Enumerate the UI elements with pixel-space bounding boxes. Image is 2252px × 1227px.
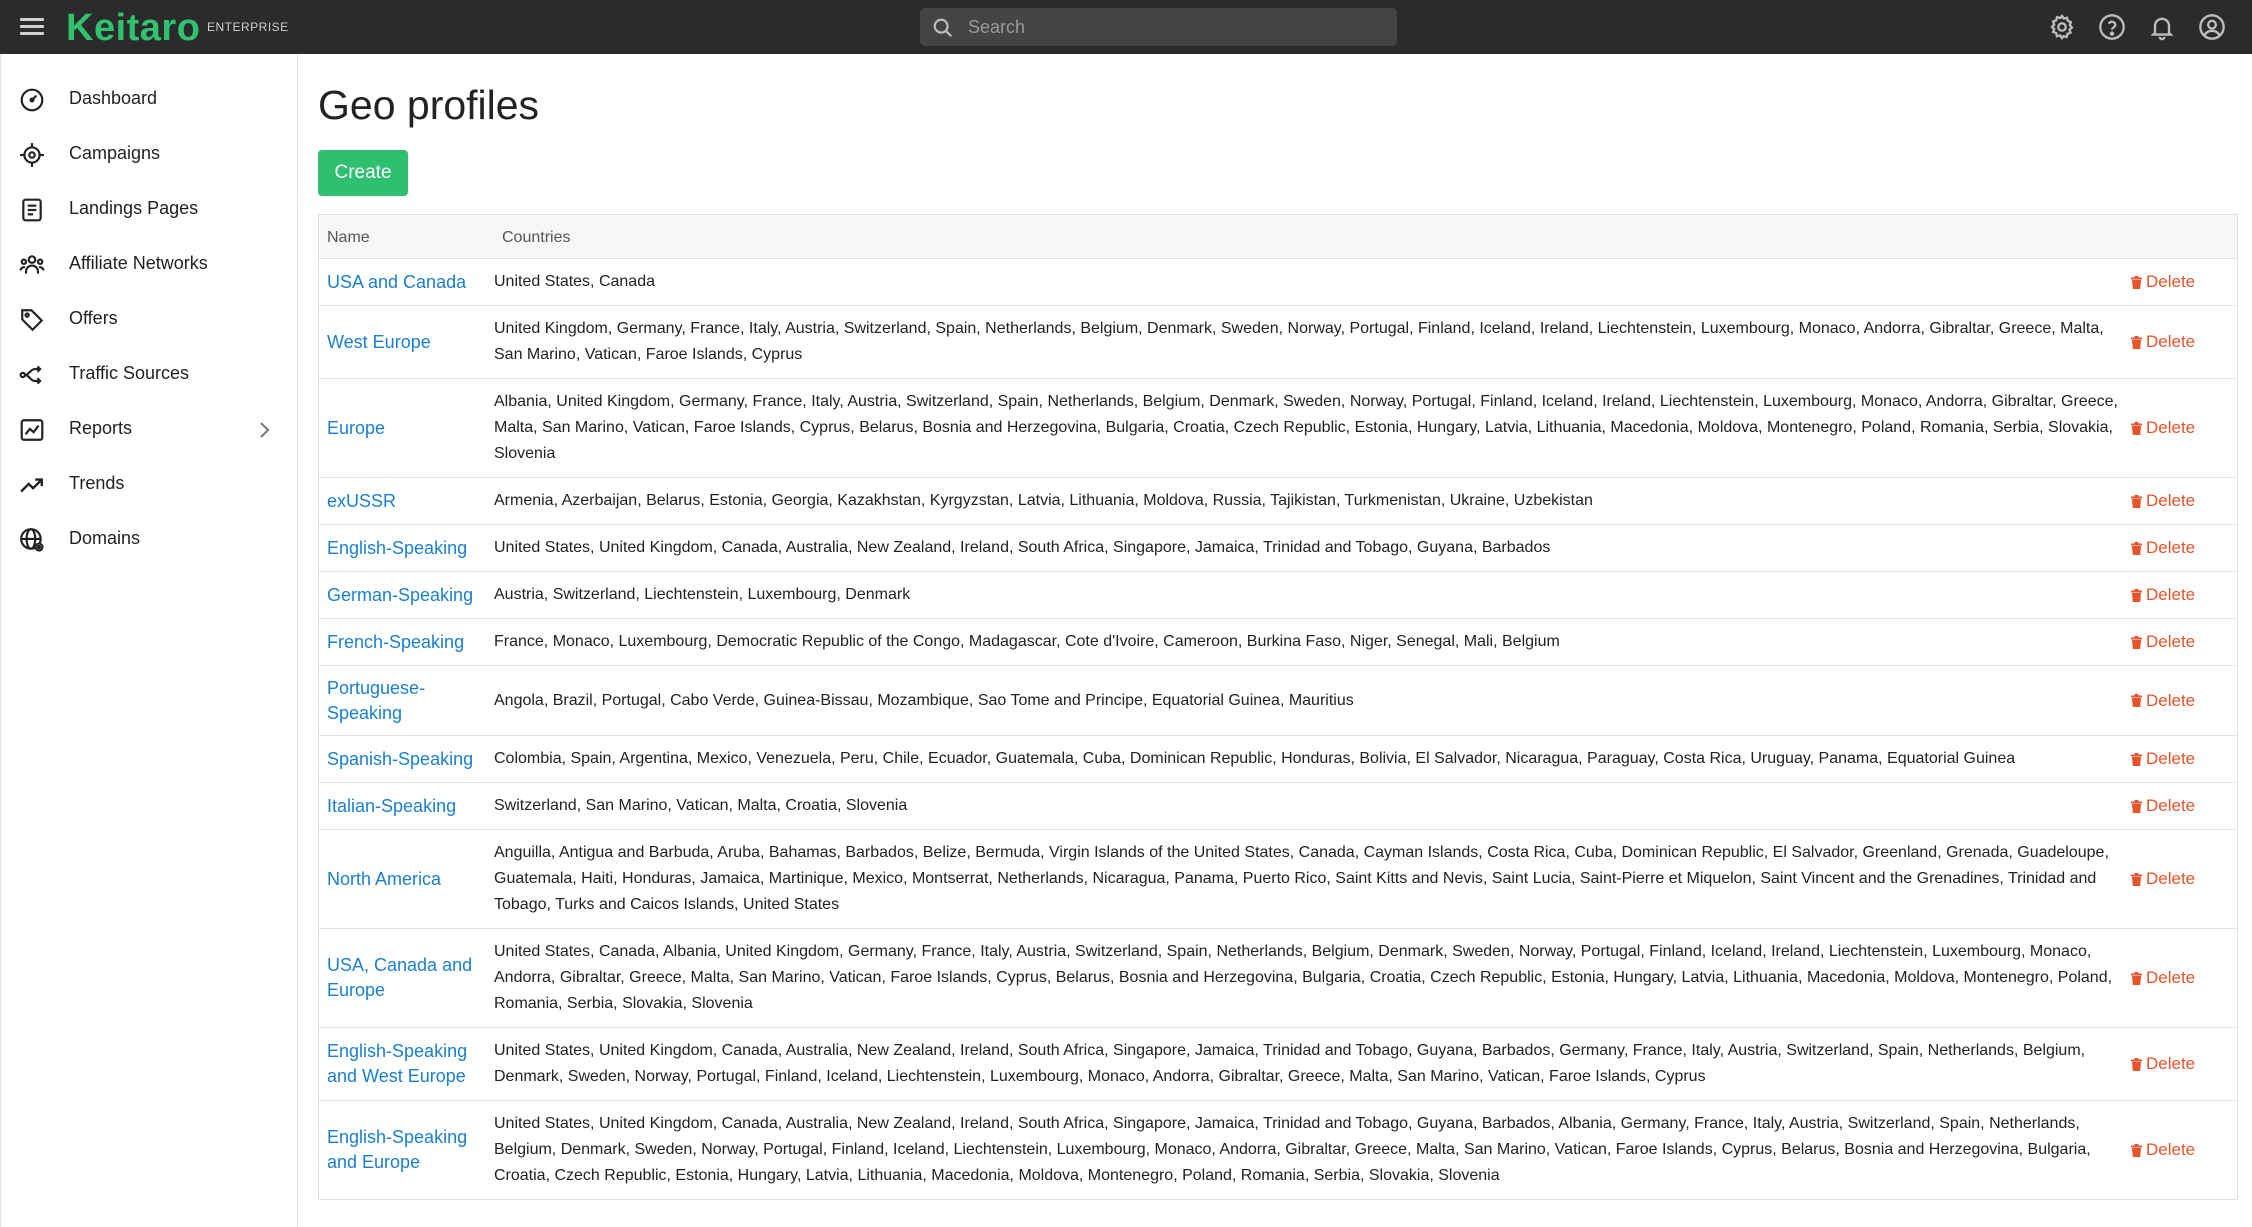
sidebar-item-trends[interactable] — [1, 459, 298, 511]
help-circle-icon[interactable] — [2098, 13, 2126, 41]
sidebar-item-offers[interactable] — [1, 294, 298, 346]
target-icon — [19, 142, 45, 168]
search-icon — [932, 17, 954, 39]
table-row — [319, 783, 2237, 830]
delete-button[interactable] — [2126, 968, 2237, 988]
column-header-countries: Countries — [502, 229, 571, 246]
delete-label: Delete — [2146, 749, 2196, 768]
profile-name-link[interactable]: USA and Canada — [327, 271, 467, 292]
profile-name-link[interactable]: Portuguese-Speaking — [327, 677, 426, 723]
table-row — [319, 830, 2237, 929]
sidebar-item-dashboard[interactable] — [1, 74, 298, 126]
logo[interactable]: Keitaro — [66, 7, 201, 49]
profile-name-link[interactable]: English-Speaking — [327, 537, 468, 558]
delete-button[interactable] — [2126, 1054, 2237, 1074]
trash-icon — [2131, 636, 2142, 649]
delete-label: Delete — [2146, 690, 2196, 710]
gear-icon[interactable] — [2048, 13, 2076, 41]
hamburger-menu-icon[interactable] — [18, 14, 46, 40]
top-bar — [0, 0, 2252, 54]
trash-icon — [2131, 336, 2142, 349]
table-row — [319, 929, 2237, 1028]
countries-cell: Anguilla, Antigua and Barbuda, Aruba, Bahamas, Barbados, Belize, Bermuda, Virgin Islands of the United States, Canada, Cayman Islands, Costa Rica, Cuba, Dominican Republic, El Salvador, Greenland, Grenada, Guadeloupe, Guatemala, Haiti, Honduras, Jamaica, Martinique, Mexico, Montserrat, Netherlands, Nicaragua, Panama, Puerto Rico, Saint Kitts and Nevis, Saint Lucia, Saint-Pierre et Miquelon, Saint Vincent and the Grenadines, Trinidad and Tobago, Turks and Caicos Islands, United States — [494, 844, 2109, 913]
delete-label: Delete — [2146, 1054, 2196, 1073]
countries-cell: Albania, United Kingdom, Germany, France, Italy, Austria, Switzerland, Spain, Netherlands, Belgium, Denmark, Sweden, Norway, Portugal, Finland, Iceland, Ireland, Liechtenstein, Luxembourg, Monaco, Andorra, Gibraltar, Greece, Malta, San Marino, Vatican, Faroe Islands, Cyprus, Belarus, Bosnia and Herzegovina, Bulgaria, Croatia, Czech Republic, Estonia, Hungary, Latvia, Lithuania, Macedonia, Moldova, Montenegro, Poland, Romania, Serbia, Slovakia, Slovenia — [494, 393, 2118, 462]
sidebar-item-label: Affiliate Networks — [69, 253, 208, 273]
table-row — [319, 736, 2237, 783]
table-body — [319, 259, 2237, 1199]
sidebar-item-label: Campaigns — [69, 143, 161, 163]
table-row — [319, 619, 2237, 666]
dashboard-gauge-icon — [19, 87, 45, 113]
sidebar-item-label: Trends — [69, 473, 125, 493]
trash-icon — [2131, 800, 2142, 813]
delete-label: Delete — [2146, 869, 2196, 888]
geo-profiles-table — [318, 214, 2238, 1200]
delete-button[interactable] — [2126, 749, 2237, 769]
sidebar-item-label: Domains — [69, 528, 141, 548]
countries-cell: Switzerland, San Marino, Vatican, Malta, Croatia, Slovenia — [494, 797, 908, 814]
column-header-name[interactable]: Name — [327, 229, 370, 246]
delete-label: Delete — [2146, 538, 2196, 557]
edition-label: ENTERPRISE — [207, 20, 289, 34]
table-row — [319, 1028, 2237, 1101]
delete-button[interactable] — [2126, 691, 2237, 711]
sidebar-item-label: Landings Pages — [69, 198, 199, 218]
chart-icon — [19, 417, 45, 443]
sidebar-item-domains[interactable] — [1, 514, 298, 566]
tag-icon — [19, 307, 45, 333]
bell-icon[interactable] — [2148, 13, 2176, 41]
delete-button[interactable] — [2126, 585, 2237, 605]
sidebar-item-affiliate-networks[interactable] — [1, 239, 298, 291]
user-circle-icon[interactable] — [2198, 13, 2226, 41]
countries-cell: United States, United Kingdom, Canada, Australia, New Zealand, Ireland, South Africa, Singapore, Jamaica, Trinidad and Tobago, Guyana, Barbados, Albania, Germany, France, Italy, Austria, Switzerland, Spain, Netherlands, Belgium, Denmark, Sweden, Norway, Portugal, Finland, Iceland, Liechtenstein, Luxembourg, Monaco, Andorra, Gibraltar, Greece, Malta, San Marino, Vatican, Faroe Islands, Cyprus, Belarus, Bosnia and Herzegovina, Bulgaria, Croatia, Czech Republic, Estonia, Hungary, Latvia, Lithuania, Macedonia, Moldova, Montenegro, Poland, Romania, Serbia, Slovakia, Slovenia — [494, 1115, 2091, 1184]
delete-label: Delete — [2146, 1140, 2196, 1159]
trash-icon — [2131, 495, 2142, 508]
delete-button[interactable] — [2126, 796, 2237, 816]
profile-name-link[interactable]: English-Speaking and Europe — [327, 1127, 468, 1172]
profile-name-link[interactable]: West Europe — [327, 331, 431, 352]
delete-button[interactable] — [2126, 418, 2237, 438]
delete-button[interactable] — [2126, 869, 2237, 889]
delete-button[interactable] — [2126, 1140, 2237, 1160]
trash-icon — [2131, 589, 2142, 602]
delete-button[interactable] — [2126, 632, 2237, 652]
countries-cell: United Kingdom, Germany, France, Italy, Austria, Switzerland, Spain, Netherlands, Belgium, Denmark, Sweden, Norway, Portugal, Finland, Iceland, Ireland, Liechtenstein, Luxembourg, Monaco, Andorra, Gibraltar, Greece, Malta, San Marino, Vatican, Faroe Islands, Cyprus — [494, 320, 2104, 363]
sidebar-item-campaigns[interactable] — [1, 129, 298, 181]
table-row — [319, 1101, 2237, 1199]
delete-button[interactable] — [2126, 332, 2237, 352]
profile-name-link[interactable]: Spanish-Speaking — [327, 748, 474, 769]
profile-name-link[interactable]: Europe — [327, 417, 386, 438]
trash-icon — [2131, 276, 2142, 289]
countries-cell: United States, United Kingdom, Canada, Australia, New Zealand, Ireland, South Africa, Singapore, Jamaica, Trinidad and Tobago, Guyana, Barbados, Germany, France, Italy, Austria, Switzerland, Spain, Netherlands, Belgium, Denmark, Sweden, Norway, Portugal, Finland, Iceland, Liechtenstein, Luxembourg, Monaco, Andorra, Gibraltar, Greece, Malta, San Marino, Vatican, Faroe Islands, Cyprus — [494, 1042, 2086, 1085]
delete-label: Delete — [2146, 491, 2196, 510]
delete-label: Delete — [2146, 796, 2196, 815]
sidebar-item-reports[interactable] — [1, 404, 298, 456]
countries-cell: Austria, Switzerland, Liechtenstein, Luxembourg, Denmark — [494, 586, 911, 603]
table-row — [319, 306, 2237, 379]
sidebar-item-label: Reports — [69, 418, 133, 438]
table-row — [319, 525, 2237, 572]
split-arrow-icon — [19, 362, 45, 388]
create-button[interactable]: Create — [318, 150, 408, 196]
table-row — [319, 379, 2237, 478]
delete-label: Delete — [2146, 272, 2196, 291]
countries-cell: United States, Canada — [494, 273, 655, 290]
profile-name-link[interactable]: North America — [327, 868, 442, 889]
profile-name-link[interactable]: Italian-Speaking — [327, 795, 457, 816]
document-icon — [19, 197, 45, 223]
profile-name-link[interactable]: German-Speaking — [327, 584, 474, 605]
countries-cell: Colombia, Spain, Argentina, Mexico, Venezuela, Peru, Chile, Ecuador, Guatemala, Cuba, Dominican Republic, Honduras, Bolivia, El Salvador, Nicaragua, Paraguay, Costa Rica, Uruguay, Panama, Equatorial Guinea — [494, 750, 2016, 767]
search-box[interactable] — [920, 8, 1397, 46]
sidebar-item-traffic-sources[interactable] — [1, 349, 298, 401]
delete-label: Delete — [2146, 418, 2196, 437]
trash-icon — [2131, 1144, 2142, 1157]
trash-icon — [2131, 694, 2142, 707]
sidebar-item-label: Dashboard — [69, 88, 158, 108]
countries-cell: Armenia, Azerbaijan, Belarus, Estonia, Georgia, Kazakhstan, Kyrgyzstan, Latvia, Lithuania, Moldova, Russia, Tajikistan, Turkmenistan, Ukraine, Uzbekistan — [494, 492, 1593, 509]
delete-button[interactable] — [2126, 491, 2237, 511]
table-row — [319, 666, 2237, 736]
trash-icon — [2131, 542, 2142, 555]
delete-label: Delete — [2146, 585, 2196, 604]
delete-button[interactable] — [2126, 272, 2237, 292]
table-row — [319, 572, 2237, 619]
delete-label: Delete — [2146, 332, 2196, 351]
delete-button[interactable] — [2126, 538, 2237, 558]
page-title: Geo profiles — [318, 82, 540, 128]
countries-cell: United States, United Kingdom, Canada, Australia, New Zealand, Ireland, South Africa, Singapore, Jamaica, Trinidad and Tobago, Guyana, Barbados — [494, 539, 1551, 556]
sidebar-item-landing-pages[interactable] — [1, 184, 298, 236]
trash-icon — [2131, 1058, 2142, 1071]
countries-cell: United States, Canada, Albania, United Kingdom, Germany, France, Italy, Austria, Switzerland, Spain, Netherlands, Belgium, Denmark, Sweden, Norway, Portugal, Finland, Iceland, Ireland, Liechtenstein, Luxembourg, Monaco, Andorra, Gibraltar, Greece, Malta, San Marino, Vatican, Faroe Islands, Cyprus, Belarus, Bosnia and Herzegovina, Bulgaria, Croatia, Czech Republic, Estonia, Hungary, Latvia, Lithuania, Macedonia, Moldova, Montenegro, Poland, Romania, Serbia, Slovakia, Slovenia — [494, 943, 2113, 1012]
trash-icon — [2131, 972, 2142, 985]
main-content — [298, 54, 2252, 1227]
delete-label: Delete — [2146, 632, 2196, 651]
trend-up-icon — [19, 472, 45, 498]
table-row — [319, 259, 2237, 306]
countries-cell: Angola, Brazil, Portugal, Cabo Verde, Guinea-Bissau, Mozambique, Sao Tome and Principe, Equatorial Guinea, Mauritius — [494, 691, 1354, 709]
sidebar-item-label: Traffic Sources — [69, 363, 190, 383]
sidebar — [0, 54, 298, 1227]
profile-name-link[interactable]: USA, Canada and Europe — [327, 955, 473, 1000]
trash-icon — [2131, 753, 2142, 766]
sidebar-item-label: Offers — [69, 308, 118, 328]
profile-name-link[interactable]: exUSSR — [327, 490, 397, 511]
profile-name-link[interactable]: French-Speaking — [327, 631, 465, 652]
network-users-icon — [19, 252, 45, 278]
search-input[interactable] — [968, 8, 1388, 46]
table-row — [319, 478, 2237, 525]
delete-label: Delete — [2146, 968, 2196, 987]
countries-cell: France, Monaco, Luxembourg, Democratic Republic of the Congo, Madagascar, Cote d'Ivoire, Cameroon, Burkina Faso, Niger, Senegal, Mali, Belgium — [494, 633, 1560, 650]
globe-icon — [19, 527, 45, 553]
profile-name-link[interactable]: English-Speaking and West Europe — [327, 1041, 468, 1086]
chevron-right-icon — [257, 419, 271, 441]
table-header — [319, 215, 2237, 259]
trash-icon — [2131, 873, 2142, 886]
trash-icon — [2131, 422, 2142, 435]
